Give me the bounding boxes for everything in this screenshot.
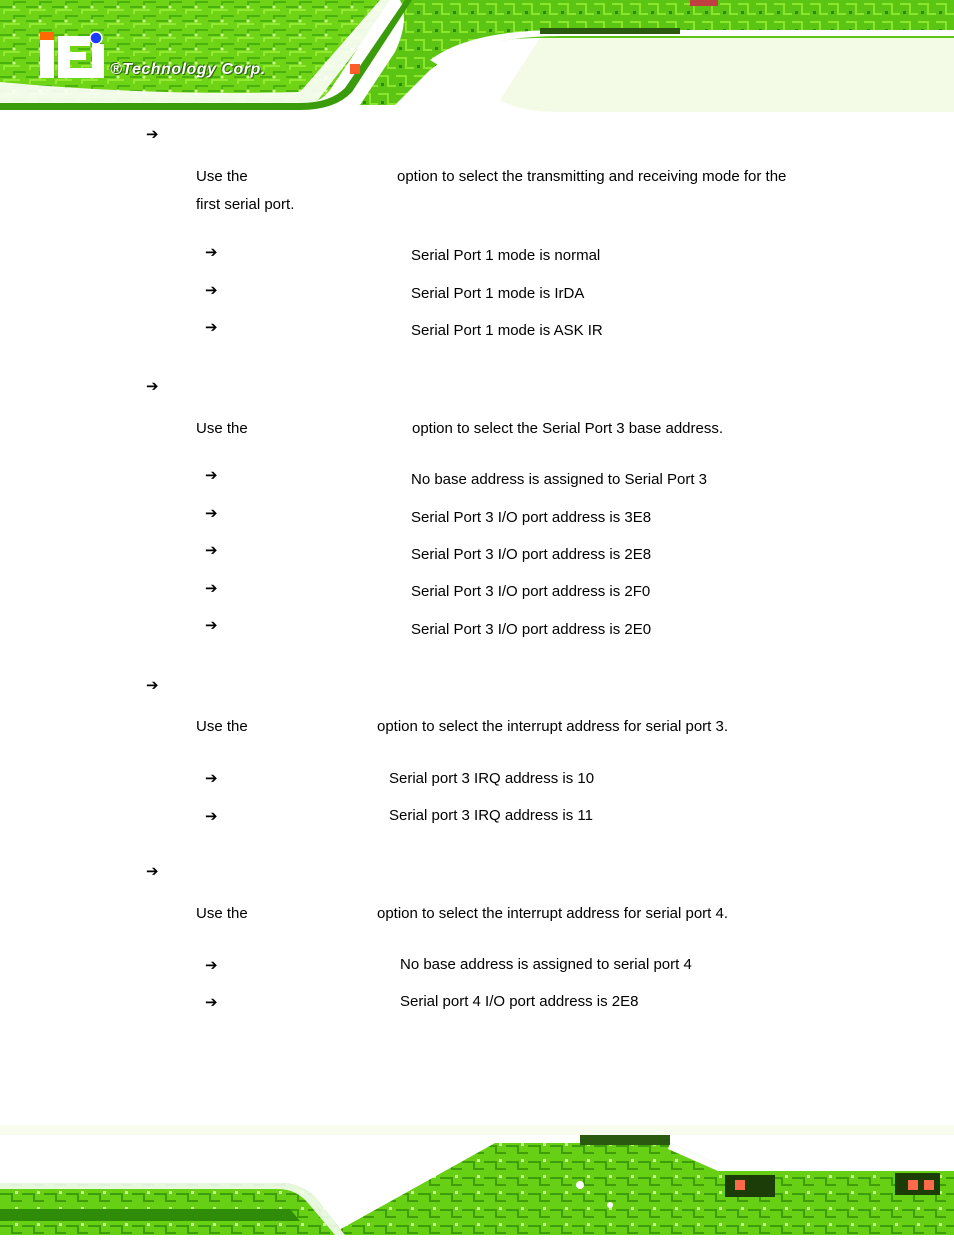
option-arrow-icon: ➔ [205,956,218,974]
section-arrow-icon: ➔ [146,125,159,143]
section-arrow-icon: ➔ [146,862,159,880]
option-description: Serial Port 3 I/O port address is 3E8 [411,509,652,526]
option-description: No base address is assigned to Serial Port 3 [411,471,707,488]
option-arrow-icon: ➔ [205,243,218,261]
option-description: Serial port 4 I/O port address is 2E8 [400,993,639,1010]
intro-text-right: option to select the Serial Port 3 base address. [412,420,724,437]
intro-text-left: Use the [196,905,248,922]
header-banner [0,0,954,112]
option-arrow-icon: ➔ [205,466,218,484]
option-arrow-icon: ➔ [205,318,218,336]
option-arrow-icon: ➔ [205,616,218,634]
option-description: Serial Port 1 mode is normal [411,247,601,264]
option-arrow-icon: ➔ [205,281,218,299]
option-description: Serial port 3 IRQ address is 10 [389,770,595,787]
intro-text-left: Use the [196,168,248,185]
option-arrow-icon: ➔ [205,769,218,787]
intro-text-right: option to select the interrupt address for serial port 4. [377,905,729,922]
intro-text-left: Use the [196,718,248,735]
intro-text-right: option to select the transmitting and receiving mode for the [397,168,787,185]
intro-text-left: Use the [196,420,248,437]
option-description: Serial Port 1 mode is ASK IR [411,322,603,339]
option-description: Serial Port 1 mode is IrDA [411,285,585,302]
logo-text: ®Technology Corp. [110,61,266,78]
circuit-board-footer [0,1125,954,1235]
option-description: Serial Port 3 I/O port address is 2E0 [411,621,652,638]
option-arrow-icon: ➔ [205,504,218,522]
option-description: Serial Port 3 I/O port address is 2E8 [411,546,652,563]
option-arrow-icon: ➔ [205,541,218,559]
option-arrow-icon: ➔ [205,579,218,597]
option-arrow-icon: ➔ [205,807,218,825]
intro-text-line2: first serial port. [196,196,295,213]
option-description: Serial Port 3 I/O port address is 2F0 [411,583,651,600]
footer-banner [0,1125,954,1235]
option-description: No base address is assigned to serial port 4 [400,956,692,973]
option-description: Serial port 3 IRQ address is 11 [389,807,593,824]
intro-text-right: option to select the interrupt address for serial port 3. [377,718,729,735]
option-arrow-icon: ➔ [205,993,218,1011]
section-arrow-icon: ➔ [146,377,159,395]
circuit-board-banner [0,0,954,112]
section-arrow-icon: ➔ [146,676,159,694]
